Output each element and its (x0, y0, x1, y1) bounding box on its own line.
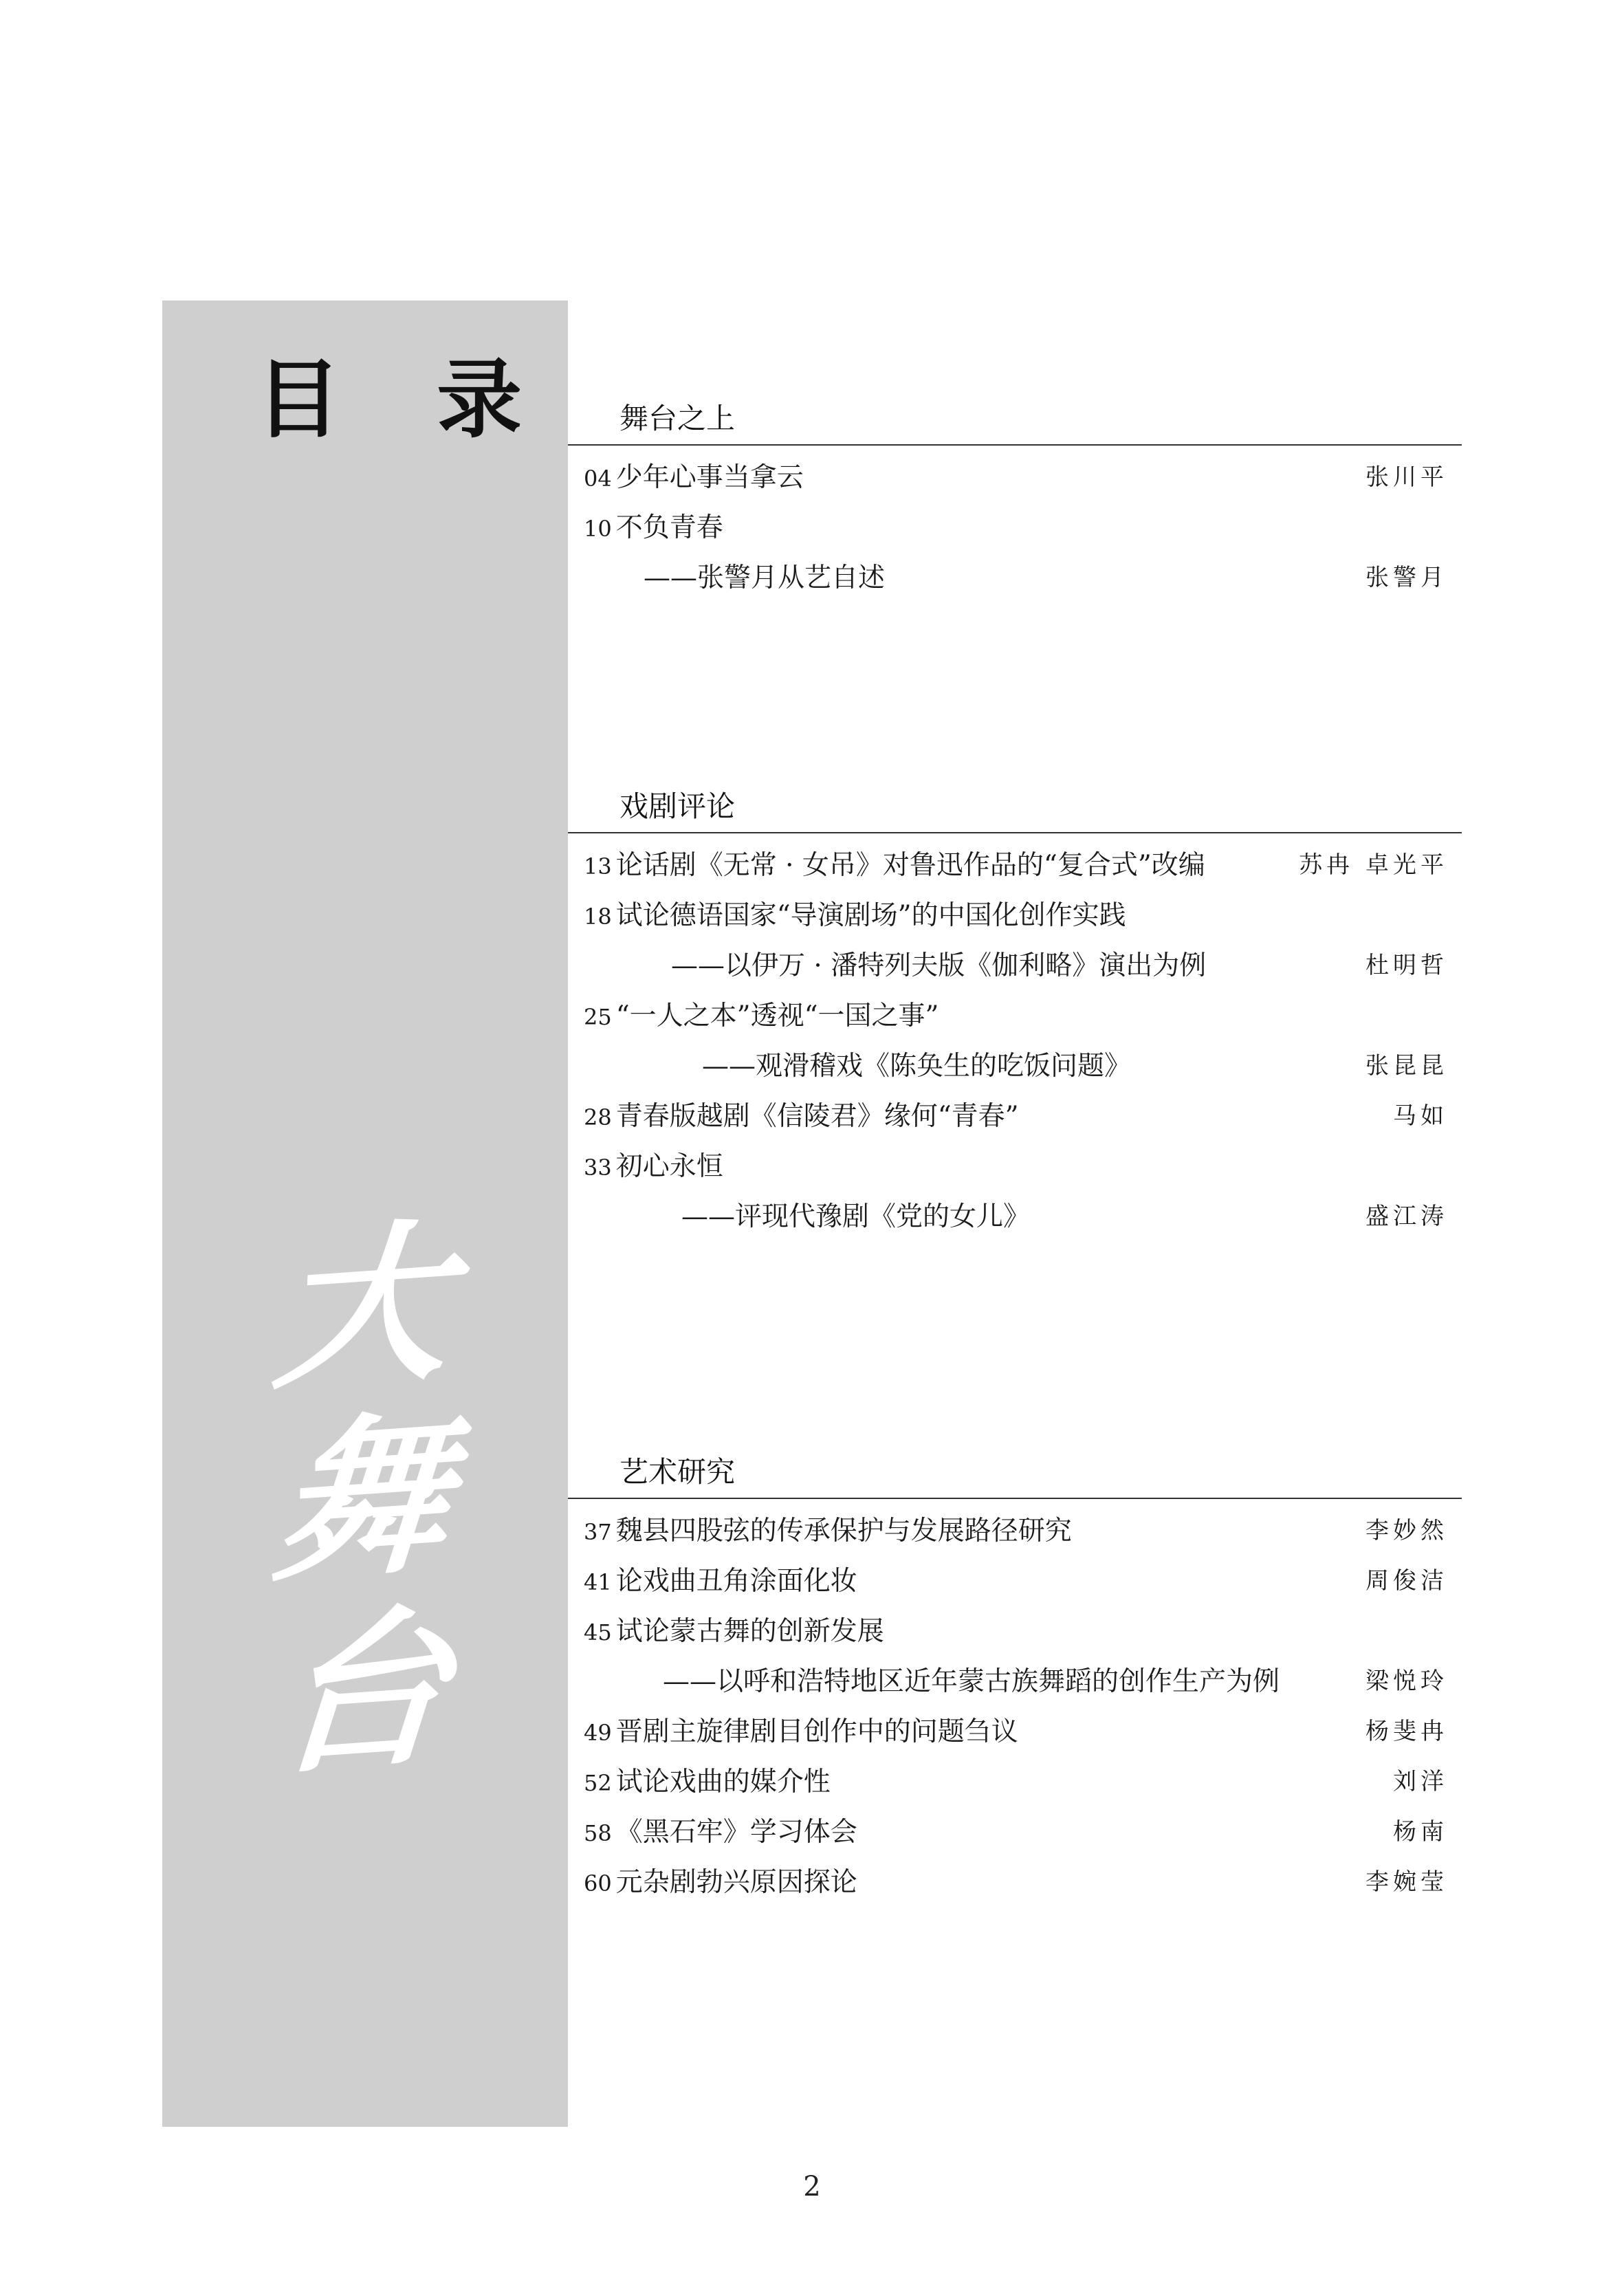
toc-entry[interactable] (568, 452, 1462, 503)
entry-author: 周俊洁 (1365, 1567, 1448, 1595)
section-heading: 艺术研究 (568, 1458, 1462, 1499)
entry-author: 刘洋 (1393, 1768, 1448, 1795)
entry-page: 33 (584, 1155, 612, 1181)
entry-page: 49 (584, 1720, 612, 1746)
entry-page: 18 (584, 904, 612, 930)
toc-entry[interactable] (568, 840, 1462, 890)
entry-author: 杜明哲 (1365, 952, 1448, 979)
entry-author: 张川平 (1365, 463, 1448, 491)
entry-author: 梁悦玲 (1365, 1668, 1448, 1695)
entry-author: 李婉莹 (1365, 1868, 1448, 1896)
entry-title: 试论蒙古舞的创新发展 (615, 1616, 884, 1647)
toc-entry[interactable] (568, 1606, 1462, 1657)
entry-subtitle: ——观滑稽戏《陈奂生的吃饭问题》 (702, 1051, 1132, 1082)
entry-author: 李妙然 (1365, 1517, 1448, 1544)
entry-title: 魏县四股弦的传承保护与发展路径研究 (615, 1516, 1072, 1546)
entry-author: 马如 (1393, 1102, 1448, 1130)
entry-page: 13 (584, 853, 612, 879)
toc-entry[interactable] (568, 1506, 1462, 1556)
brand-logo (268, 1199, 457, 1799)
toc-entry[interactable] (568, 1556, 1462, 1606)
entry-subtitle: ——以呼和浩特地区近年蒙古族舞蹈的创作生产为例 (663, 1666, 1280, 1697)
entry-title: 《黑石牢》学习体会 (615, 1817, 857, 1848)
entry-subtitle: ——张警月从艺自述 (644, 562, 886, 593)
entry-title: 不负青春 (615, 512, 723, 543)
toc-entry[interactable] (568, 1707, 1462, 1757)
toc-entry-subtitle[interactable] (568, 1657, 1462, 1707)
entry-page: 41 (584, 1569, 612, 1595)
entry-title: 少年心事当拿云 (615, 462, 804, 493)
entry-page: 28 (584, 1104, 612, 1130)
entry-title: 元杂剧勃兴原因探论 (615, 1867, 857, 1898)
entry-author: 杨斐冉 (1365, 1718, 1448, 1745)
entry-title: 初心永恒 (615, 1151, 723, 1182)
entry-author: 盛江涛 (1365, 1203, 1448, 1230)
entry-title: 论戏曲丑角涂面化妆 (615, 1566, 857, 1597)
section-stage (568, 404, 1462, 603)
entry-page: 60 (584, 1870, 612, 1896)
brand-char: 大 (268, 1199, 457, 1414)
entry-page: 25 (584, 1004, 612, 1030)
toc-entry[interactable] (568, 1141, 1462, 1192)
entry-page: 45 (584, 1619, 612, 1646)
section-drama-review (568, 789, 1462, 1242)
toc-entry[interactable] (568, 1091, 1462, 1141)
toc-entry[interactable] (568, 1857, 1462, 1907)
entry-title: 试论戏曲的媒介性 (615, 1767, 831, 1797)
entry-title: 论话剧《无常 · 女吊》对鲁迅作品的“复合式”改编 (615, 850, 1205, 881)
entry-page: 37 (584, 1519, 612, 1545)
entry-author: 张警月 (1365, 564, 1448, 591)
entry-title: 试论德语国家“导演剧场”的中国化创作实践 (615, 900, 1126, 931)
toc-entry-subtitle[interactable] (568, 553, 1462, 603)
toc-entry-subtitle[interactable] (568, 1192, 1462, 1242)
toc-entry-subtitle[interactable] (568, 1041, 1462, 1091)
toc-title: 目 录 (256, 351, 556, 450)
entry-subtitle: ——评现代豫剧《党的女儿》 (681, 1201, 1031, 1232)
toc-entry-subtitle[interactable] (568, 941, 1462, 991)
brand-char: 台 (268, 1584, 457, 1799)
section-art-research (568, 1455, 1462, 1907)
brand-char: 舞 (268, 1392, 457, 1606)
toc-entry[interactable] (568, 1757, 1462, 1807)
entry-page: 52 (584, 1770, 612, 1796)
toc-entry[interactable] (568, 1807, 1462, 1857)
entry-author: 苏冉 卓光平 (1299, 851, 1448, 879)
entry-title: 晋剧主旋律剧目创作中的问题刍议 (615, 1716, 1018, 1747)
toc-entry[interactable] (568, 890, 1462, 941)
toc-entry[interactable] (568, 503, 1462, 553)
entry-page: 58 (584, 1820, 612, 1846)
section-heading: 舞台之上 (568, 404, 1462, 446)
entry-author: 张昆昆 (1365, 1052, 1448, 1080)
entry-page: 04 (584, 466, 612, 492)
entry-subtitle: ——以伊万 · 潘特列夫版《伽利略》演出为例 (671, 950, 1207, 981)
toc-entry[interactable] (568, 991, 1462, 1041)
entry-page: 10 (584, 516, 612, 542)
page-number: 2 (803, 2171, 821, 2202)
entry-title: “一人之本”透视“一国之事” (615, 1001, 939, 1031)
section-heading: 戏剧评论 (568, 792, 1462, 833)
entry-title: 青春版越剧《信陵君》缘何“青春” (615, 1101, 1019, 1132)
entry-author: 杨南 (1393, 1818, 1448, 1846)
